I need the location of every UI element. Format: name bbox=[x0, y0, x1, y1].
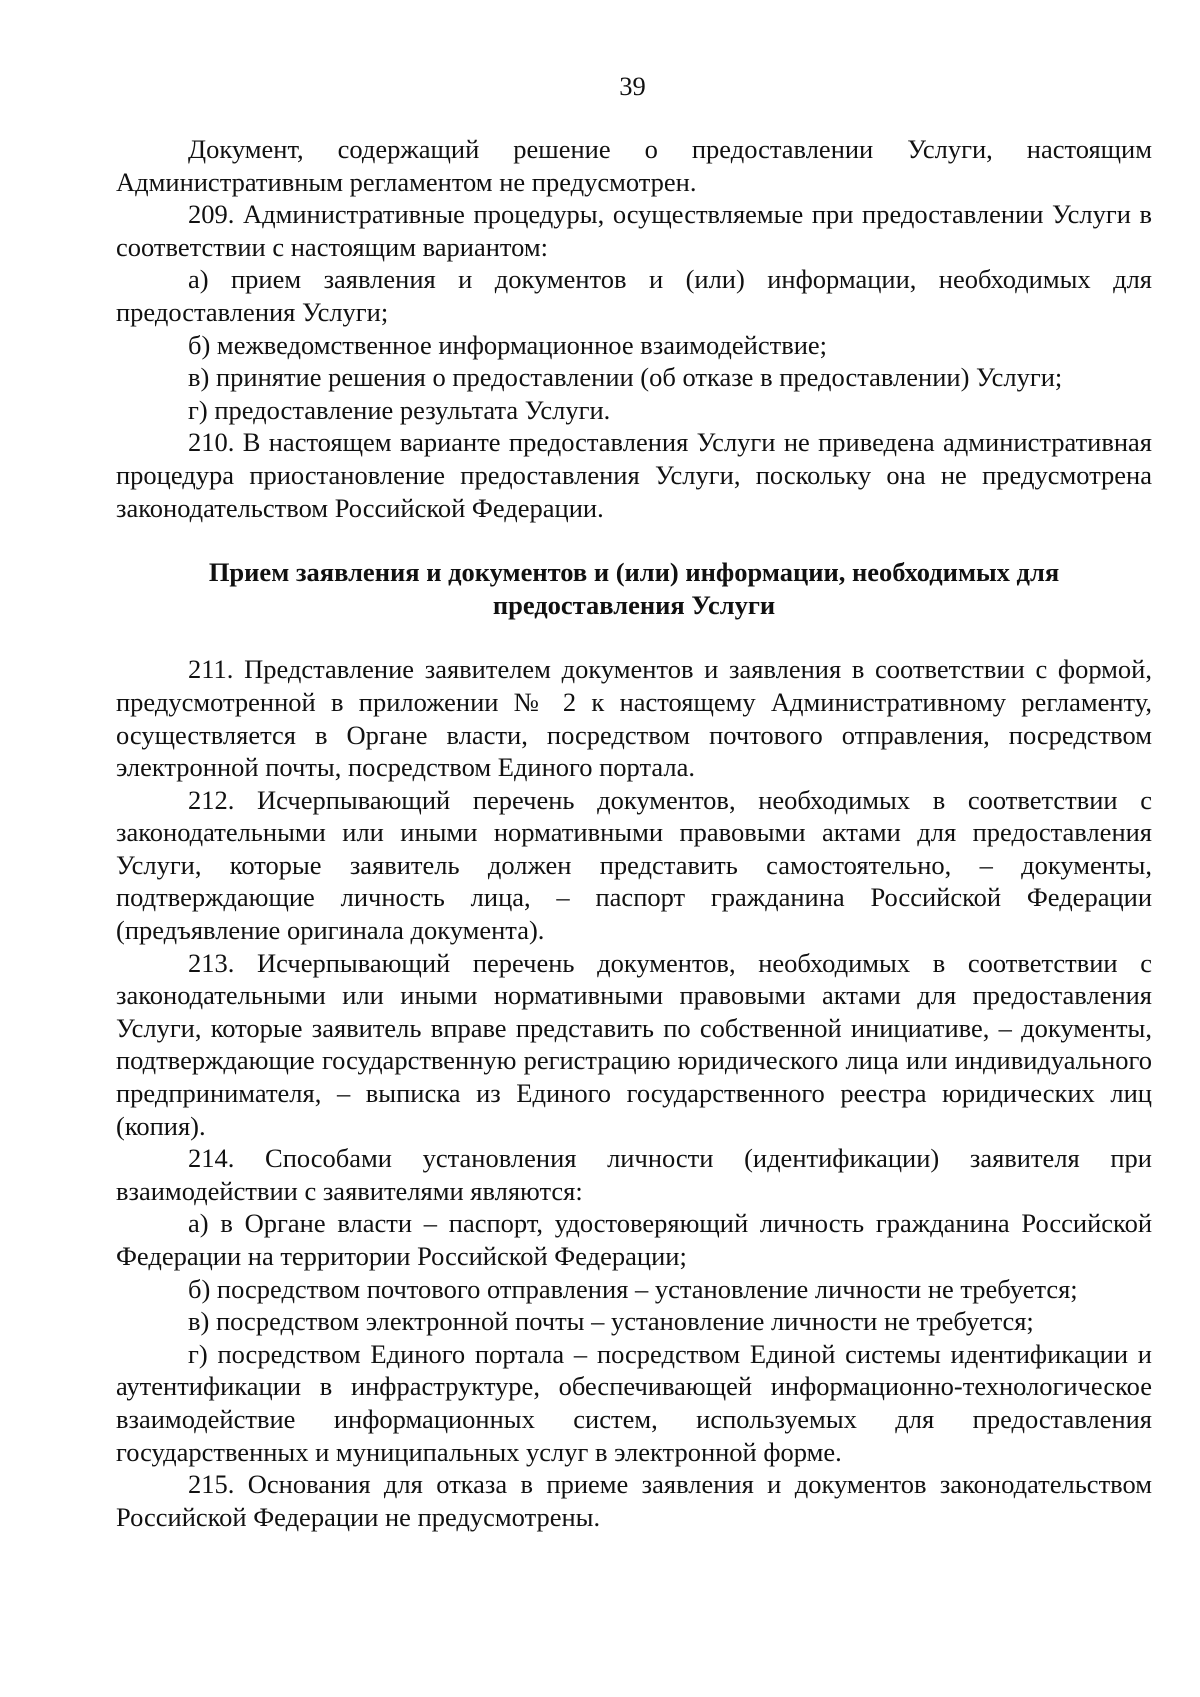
list-item-214-a: а) в Органе власти – паспорт, удостоверяющий личность гражданина Российской Федерации на территории Российской Федерации; bbox=[116, 1208, 1152, 1271]
section-heading-line-2: предоставления Услуги bbox=[492, 589, 776, 620]
list-item-209-a: а) прием заявления и документов и (или) информации, необходимых для предоставления Услуги; bbox=[116, 264, 1152, 327]
document-body bbox=[116, 133, 1152, 1533]
section-heading bbox=[116, 556, 1152, 621]
list-item-209-b: б) межведомственное информационное взаимодействие; bbox=[188, 329, 828, 360]
paragraph-213: 213. Исчерпывающий перечень документов, необходимых в соответствии с законодательными или иными нормативными правовыми актами для предоставления Услуги, которые заявитель вправе представить по собственной инициативе, – документы, подтверждающие государственную регистрацию юридического лица или индивидуального предпринимателя, – выписка из Единого государственного реестра юридических лиц (копия). bbox=[116, 947, 1152, 1141]
paragraph-210: 210. В настоящем варианте предоставления Услуги не приведена административная процедура приостановление предоставления Услуги, поскольку она не предусмотрена законодательством Российской Федерации. bbox=[116, 427, 1152, 523]
paragraph-215: 215. Основания для отказа в приеме заявления и документов законодательством Российской Федерации не предусмотрены. bbox=[116, 1469, 1152, 1532]
paragraph-214: 214. Способами установления личности (идентификации) заявителя при взаимодействии с заявителями являются: bbox=[116, 1143, 1152, 1206]
section-heading-line-1: Прием заявления и документов и (или) информации, необходимых для bbox=[208, 557, 1060, 588]
list-item-214-b: б) посредством почтового отправления – установление личности не требуется; bbox=[188, 1273, 1078, 1304]
paragraph-209: 209. Административные процедуры, осуществляемые при предоставлении Услуги в соответствии с настоящим вариантом: bbox=[116, 199, 1152, 262]
list-item-209-v: в) принятие решения о предоставлении (об отказе в предоставлении) Услуги; bbox=[188, 362, 1063, 393]
page-number: 39 bbox=[619, 71, 646, 101]
paragraph-212: 212. Исчерпывающий перечень документов, необходимых в соответствии с законодательными или иными нормативными правовыми актами для предоставления Услуги, которые заявитель должен представить самостоятельно, – документы, подтверждающие личность лица, – паспорт гражданина Российской Федерации (предъявление оригинала документа). bbox=[116, 784, 1152, 946]
list-item-209-g: г) предоставление результата Услуги. bbox=[188, 394, 611, 425]
list-item-214-v: в) посредством электронной почты – установление личности не требуется; bbox=[188, 1306, 1034, 1337]
paragraph-result-document: Документ, содержащий решение о предоставлении Услуги, настоящим Административным регламентом не предусмотрен. bbox=[116, 134, 1152, 197]
list-item-214-g: г) посредством Единого портала – посредством Единой системы идентификации и аутентификации в инфраструктуре, обеспечивающей информационно-технологическое взаимодействие информационных систем, используемых для предоставления государственных и муниципальных услуг в электронной форме. bbox=[116, 1338, 1152, 1467]
paragraph-211: 211. Представление заявителем документов и заявления в соответствии с формой, предусмотренной в приложении № 2 к настоящему Административному регламенту, осуществляется в Органе власти, посредством почтового отправления, посредством электронной почты, посредством Единого портала. bbox=[116, 654, 1152, 783]
